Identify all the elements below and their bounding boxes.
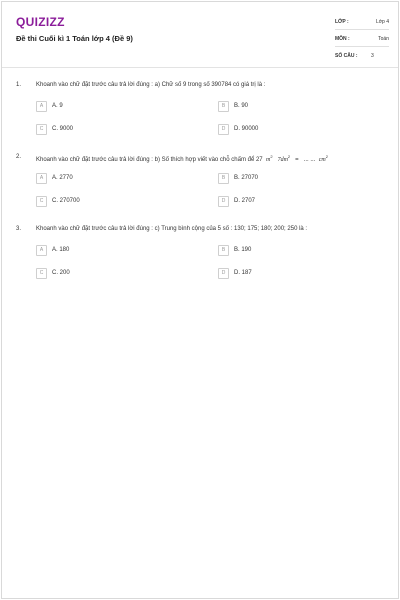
unit-cm: cm (318, 157, 326, 163)
option-text: D. 2707 (234, 198, 256, 204)
option-text: B. 27070 (234, 175, 259, 181)
question-list (2, 78, 398, 294)
blank-dots: ... ... (303, 157, 316, 163)
option-text: C. 270700 (52, 198, 80, 204)
meta-row-subject (335, 32, 389, 47)
unit-dm: dm (280, 157, 288, 163)
worksheet-page (1, 1, 399, 599)
worksheet-title: Đề thi Cuối kì 1 Toán lớp 4 (Đề 9) (16, 34, 133, 43)
option-text: D. 90000 (234, 126, 259, 132)
exponent: 2 (287, 154, 291, 159)
question-number: 3. (16, 226, 22, 232)
meta-label: SỐ CÂU : (335, 53, 358, 59)
option-letter-box[interactable]: B (218, 245, 229, 256)
question-text-prefix: Khoanh vào chữ đặt trước câu trả lời đúng : b) Số thích hợp viết vào chỗ chấm để 27 (36, 157, 263, 163)
exponent: 2 (270, 154, 273, 159)
option-letter-box[interactable]: D (218, 268, 229, 279)
question-text: Khoanh vào chữ đặt trước câu trả lời đúng : c) Trung bình cộng của 5 số : 130; 175; 180; 200; 250 là : (36, 226, 308, 232)
meta-label: LỚP : (335, 19, 349, 25)
question-text (36, 154, 328, 163)
meta-label: MÔN : (335, 36, 350, 42)
meta-value: Toán (378, 36, 389, 42)
unit-m: m (265, 157, 271, 163)
meta-value: Lớp 4 (375, 19, 389, 25)
option-letter-box[interactable]: D (218, 124, 229, 135)
question-number: 1. (16, 82, 22, 88)
option-text: B. 190 (234, 247, 252, 253)
worksheet-meta (335, 15, 389, 66)
exponent: 2 (325, 154, 328, 159)
meta-value: 3 (371, 53, 374, 59)
question-text: Khoanh vào chữ đặt trước câu trả lời đúng : a) Chữ số 9 trong số 390784 có giá trị là : (36, 82, 266, 88)
option-letter-box[interactable]: C (36, 124, 47, 135)
question-1 (2, 78, 398, 150)
option-letter-box[interactable]: A (36, 101, 47, 112)
option-text: D. 187 (234, 270, 252, 276)
option-letter-box[interactable]: C (36, 196, 47, 207)
option-letter-box[interactable]: C (36, 268, 47, 279)
question-number: 2. (16, 154, 22, 160)
worksheet-header (2, 2, 398, 68)
quizizz-logo: QUIZIZZ (16, 15, 65, 29)
number-7: 7 (277, 157, 281, 163)
option-text: C. 9000 (52, 126, 74, 132)
option-letter-box[interactable]: B (218, 101, 229, 112)
option-text: C. 200 (52, 270, 70, 276)
option-text: A. 2770 (52, 175, 73, 181)
meta-row-question-count (335, 49, 389, 64)
option-letter-box[interactable]: A (36, 173, 47, 184)
option-text: B. 90 (234, 103, 249, 109)
option-letter-box[interactable]: A (36, 245, 47, 256)
meta-row-grade (335, 15, 389, 30)
question-2 (2, 150, 398, 222)
question-3 (2, 222, 398, 294)
option-letter-box[interactable]: D (218, 196, 229, 207)
option-letter-box[interactable]: B (218, 173, 229, 184)
option-text: A. 9 (52, 103, 63, 109)
option-text: A. 180 (52, 247, 70, 253)
equals-sign: = (295, 157, 299, 163)
